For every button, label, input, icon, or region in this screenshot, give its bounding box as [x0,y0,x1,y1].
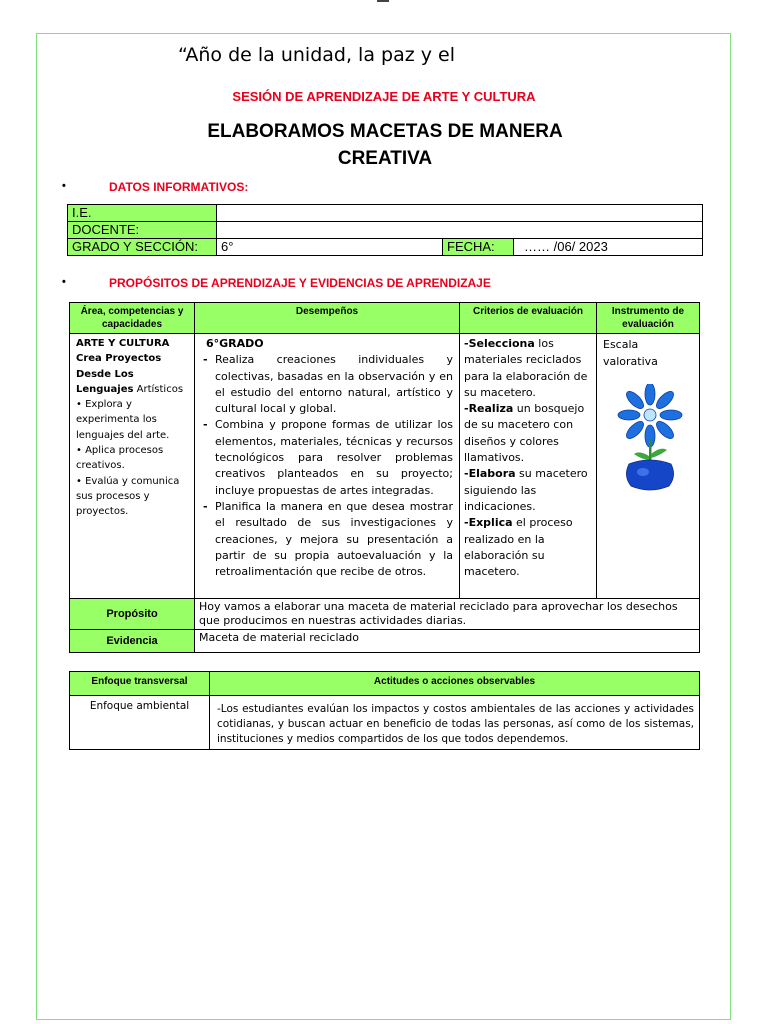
proposito-label: Propósito [70,599,195,630]
dash-icon: - [203,499,208,513]
instrumento-text: Escala valorativa [603,338,658,368]
session-subtitle: SESIÓN DE APRENDIZAJE DE ARTE Y CULTURA [232,89,536,104]
col-header-desempenos: Desempeños [195,303,460,334]
proposito-text: Hoy vamos a elaborar una maceta de material reciclado para aprovechar los desechos que producimos en nuestras actividades diarias. [195,599,700,630]
desempeno-item: - Realiza creaciones individuales y colectivas, basadas en la observación y en el estudio del entorno natural, artístico y cultural local y global. [203,353,453,416]
bullet-icon: • [62,276,66,288]
competencias-table [69,302,700,653]
info-table [67,204,703,256]
area-title: ARTE Y CULTURA [76,338,170,349]
capacidad-item: • Explora y experimenta los lenguajes del arte. [76,399,170,441]
enfoque-col-header: Enfoque transversal [70,672,210,696]
evidencia-text: Maceta de material reciclado [195,630,700,653]
grade-label: 6°GRADO [206,337,264,350]
ie-label: I.E. [68,205,217,222]
grado-label: GRADO Y SECCIÓN: [68,239,217,256]
actitudes-col-header: Actitudes o acciones observables [210,672,700,696]
criterio-item: -Selecciona los materiales reciclados para la elaboración de su macetero. [464,337,588,399]
area-cell [70,334,195,599]
datos-heading-text: DATOS INFORMATIVOS: [109,180,249,194]
capacidad-item: • Aplica procesos creativos. [76,445,164,472]
enfoque-name: Enfoque ambiental [70,696,210,750]
grado-value: 6° [217,239,443,256]
enfoque-table [69,671,700,750]
title-line-2: CREATIVA [337,148,433,169]
evidencia-label: Evidencia [70,630,195,653]
col-header-instrumento: Instrumento de evaluación [597,303,700,334]
desempenos-cell [195,334,460,599]
criterio-item: -Realiza un bosquejo de su macetero con diseños y colores llamativos. [464,402,585,465]
docente-label: DOCENTE: [68,222,217,239]
page-title [140,118,630,172]
criterio-item: -Elabora su macetero siguiendo las indicaciones. [464,467,588,513]
dash-icon: - [203,418,208,432]
col-header-area: Área, competencias y capacidades [70,303,195,334]
area-competence-bold: Crea Proyectos Desde Los Lenguajes [76,353,162,395]
desempeno-item: - Planifica la manera en que desea mostrar el resultado de sus investigaciones y creaciones, y mejora su presentación a partir de su propia autoevaluación y la retroalimentación que recibe de otros. [203,499,453,579]
top-mark [377,0,389,2]
capacidad-item: • Evalúa y comunica sus procesos y proyectos. [76,475,180,518]
ie-value [217,205,703,222]
criterios-cell [460,334,597,599]
fecha-value: …… /06/ 2023 [514,239,703,256]
year-motto: “Año de la unidad, la paz y el [178,44,455,66]
propositos-heading-text: PROPÓSITOS DE APRENDIZAJE Y EVIDENCIAS DE APRENDIZAJE [109,276,491,290]
area-competence [76,351,191,397]
criterio-item: -Explica el proceso realizado en la elaboración su macetero. [464,516,573,579]
docente-value [217,222,703,239]
fecha-label: FECHA: [443,239,514,256]
bullet-icon: • [62,180,66,192]
area-competence-rest: Artísticos [133,383,184,395]
title-line-1: ELABORAMOS MACETAS DE MANERA [207,121,563,142]
enfoque-text: -Los estudiantes evalúan los impactos y costos ambientales de las acciones y actividades cotidianas, y buscan actuar en beneficio de todas las personas, así como de los sistemas, instituciones y medios compartidos de los que todos dependemos. [210,696,700,750]
instrumento-cell [597,334,700,599]
desempeno-item: - Combina y propone formas de utilizar los elementos, materiales, técnicas y recursos tecnológicos para resolver problemas creativos planteados en su proyecto; incluye propuestas de artes integradas. [203,418,453,497]
flower-pot-image [615,384,685,494]
dash-icon: - [203,353,208,367]
col-header-criterios: Criterios de evaluación [460,303,597,334]
